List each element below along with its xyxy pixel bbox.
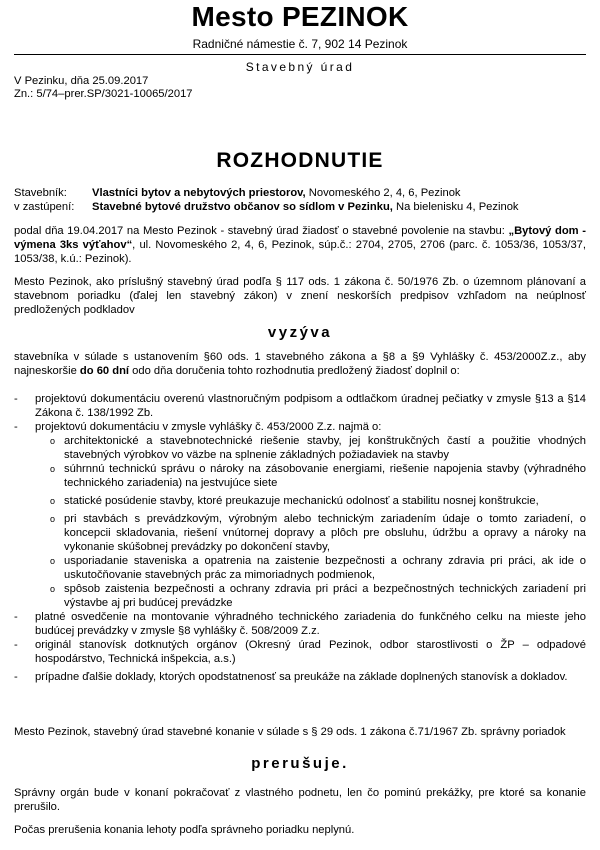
- deadline-days: do 60 dní: [79, 365, 130, 377]
- circle-marker: o: [50, 556, 56, 566]
- continue-paragraph: Správny orgán bude v konaní pokračovať z vlastného podnetu, len čo pominú prekážky, pre ktoré sa konanie prerušilo.: [14, 787, 586, 813]
- representative-row: [14, 200, 586, 214]
- document-meta: [14, 75, 414, 101]
- circle-marker: o: [50, 496, 56, 506]
- parties-block: [14, 186, 586, 214]
- list-item: - projektovú dokumentáciu overenú vlastnoručným podpisom a odtlačkom úradnej pečiatky v zmysle §13 a §14 Zákona č. 138/1992 Zb.: [14, 393, 586, 419]
- representative-label: v zastúpení:: [14, 201, 75, 213]
- interrupts-heading: prerušuje.: [251, 755, 349, 772]
- place-date: V Pezinku, dňa 25.09.2017: [14, 75, 149, 87]
- builder-row: [14, 186, 586, 200]
- list-item: - projektovú dokumentáciu v zmysle vyhlášky č. 453/2000 Z.z. najmä o: o architektonické a stavebnotechnické riešenie stavby, jej konštrukčných častí a použitie vhodných stavebných výrobkov vo väzbe na splnenie základných požiadaviek na stavby o súhrnnú technickú správu o nároky na zásobovanie energiami, riešenie napojenia stavby (výhradného technického zariadenia) na jestvujúce siete o statické posúdenie stavby, ktoré preukazuje mechanickú odolnosť a stabilitu nosnej konštrukcie, o pri stavbách s prevádzkovým, výrobným alebo technickým zariadením údaje o tomto zariadení, o koncepcii skladovania, riešení vnútornej dopravy a plôch pre obsluhu, údržbu a opravy a nároky na vykonanie skúšobnej prevádzky po dokončení stavby, o usporiadanie staveniska a opatrenia na zaistenie bezpečnosti a ochrany zdravia pri práci, ak ide o uskutočňovanie stavebných prác za mimoriadnych podmienok, o spôsob zaistenia bezpečnosti a ochrany zdravia pri práci a bezpečnostných technických zariadení pri výstavbe aj pri budúcej prevádzke: [14, 421, 586, 609]
- dash-marker: -: [14, 393, 18, 405]
- dash-marker: -: [14, 611, 18, 623]
- office-name: Stavebný úrad: [245, 60, 355, 74]
- representative-address: Na bielenisku 4, Pezinok: [392, 201, 519, 213]
- proceedings-paragraph: Mesto Pezinok, stavebný úrad stavebné konanie v súlade s § 29 ods. 1 zákona č.71/1967 Zb. správny poriadok: [14, 726, 566, 738]
- sub-list-item: o architektonické a stavebnotechnické riešenie stavby, jej konštrukčných častí a použitie vhodných stavebných výrobkov vo väzbe na splnenie základných požiadaviek na stavby: [50, 435, 586, 461]
- authority-paragraph: Mesto Pezinok, ako príslušný stavebný úrad podľa § 117 ods. 1 zákona č. 50/1976 Zb. o územnom plánovaní a stavebnom poriadku (ďalej len stavebný zákon) v znení neskorších predpisov vzhľadom na neúplnosť predložených podkladov: [14, 276, 586, 316]
- sub-list-item: o pri stavbách s prevádzkovým, výrobným alebo technickým zariadením údaje o tomto zariadení, o koncepcii skladovania, riešení vnútornej dopravy a plôch pre obsluhu, údržbu a opravy a nároky na vykonanie skúšobnej prevádzky po dokončení stavby,: [50, 513, 586, 553]
- deadline-paragraph: Počas prerušenia konania lehoty podľa správneho poriadku neplynú.: [14, 824, 355, 836]
- list-item: - platné osvedčenie na montovanie výhradného technického zariadenia do funkčného celku na mieste jeho budúcej prevádzky v zmysle §8 vyhlášky č. 508/2009 Z.z.: [14, 611, 586, 637]
- calls-intro: stavebníka v súlade s ustanovením §60 ods. 1 stavebného zákona a §8 a §9 Vyhlášky č. 453/2000Z.z., aby najneskoršie do 60 dní odo dňa doručenia tohto rozhodnutia predložený žiadosť doplnil o:: [14, 351, 586, 377]
- project-name: „Bytový dom - výmena 3ks výťahov“: [14, 225, 586, 251]
- builder-address: Novomeského 2, 4, 6, Pezinok: [305, 187, 461, 199]
- city-title: Mesto PEZINOK: [191, 1, 409, 32]
- dash-marker: -: [14, 671, 18, 683]
- dash-marker: -: [14, 639, 18, 651]
- circle-marker: o: [50, 464, 56, 474]
- builder-label: Stavebník:: [14, 187, 67, 199]
- sub-list-item: o usporiadanie staveniska a opatrenia na zaistenie bezpečnosti a ochrany zdravia pri práci, ak ide o uskutočňovanie stavebných prác za mimoriadnych podmienok,: [50, 555, 586, 581]
- reference-number: Zn.: 5/74–prer.SP/3021-10065/2017: [14, 88, 193, 100]
- request-paragraph: podal dňa 19.04.2017 na Mesto Pezinok - stavebný úrad žiadosť o stavebné povolenie na stavbu: „Bytový dom - výmena 3ks výťahov“, ul. Novomeského 2, 4, 6, Pezinok, súp.č.: 2704, 2705, 2706 (parc. č. 1053/36, 1053/37, 1053/38, k.ú.: Pezinok).: [14, 225, 586, 265]
- sub-list-item: o spôsob zaistenia bezpečnosti a ochrany zdravia pri práci a bezpečnostných technických zariadení pri výstavbe aj pri budúcej prevádzke: [50, 583, 586, 609]
- list-item: - prípadne ďalšie doklady, ktorých opodstatnenosť sa preukáže na základe doplnených stanovísk a dokladov.: [14, 671, 568, 683]
- document-title: ROZHODNUTIE: [216, 149, 384, 172]
- list-item: - originál stanovísk dotknutých orgánov (Okresný úrad Pezinok, odbor starostlivosti o ŽP – odpadové hospodárstvo, Technická inšpekcia, a.s.): [14, 639, 586, 665]
- dash-marker: -: [14, 421, 18, 433]
- sub-list-item: o súhrnnú technickú správu o nároky na zásobovanie energiami, riešenie napojenia stavby (výhradného technického zariadenia) na jestvujúce siete: [50, 463, 586, 489]
- office-address: Radničné námestie č. 7, 902 14 Pezinok: [192, 37, 408, 51]
- sub-list-item: o statické posúdenie stavby, ktoré preukazuje mechanickú odolnosť a stabilitu nosnej konštrukcie,: [50, 495, 539, 507]
- builder-name: Vlastníci bytov a nebytových priestorov,: [92, 187, 306, 199]
- representative-name: Stavebné bytové družstvo občanov so sídlom v Pezinku,: [92, 201, 393, 213]
- circle-marker: o: [50, 436, 56, 446]
- circle-marker: o: [50, 584, 56, 594]
- calls-heading: vyzýva: [267, 324, 333, 341]
- circle-marker: o: [50, 514, 56, 524]
- requirements-list: [14, 392, 586, 684]
- header-divider: [14, 54, 586, 55]
